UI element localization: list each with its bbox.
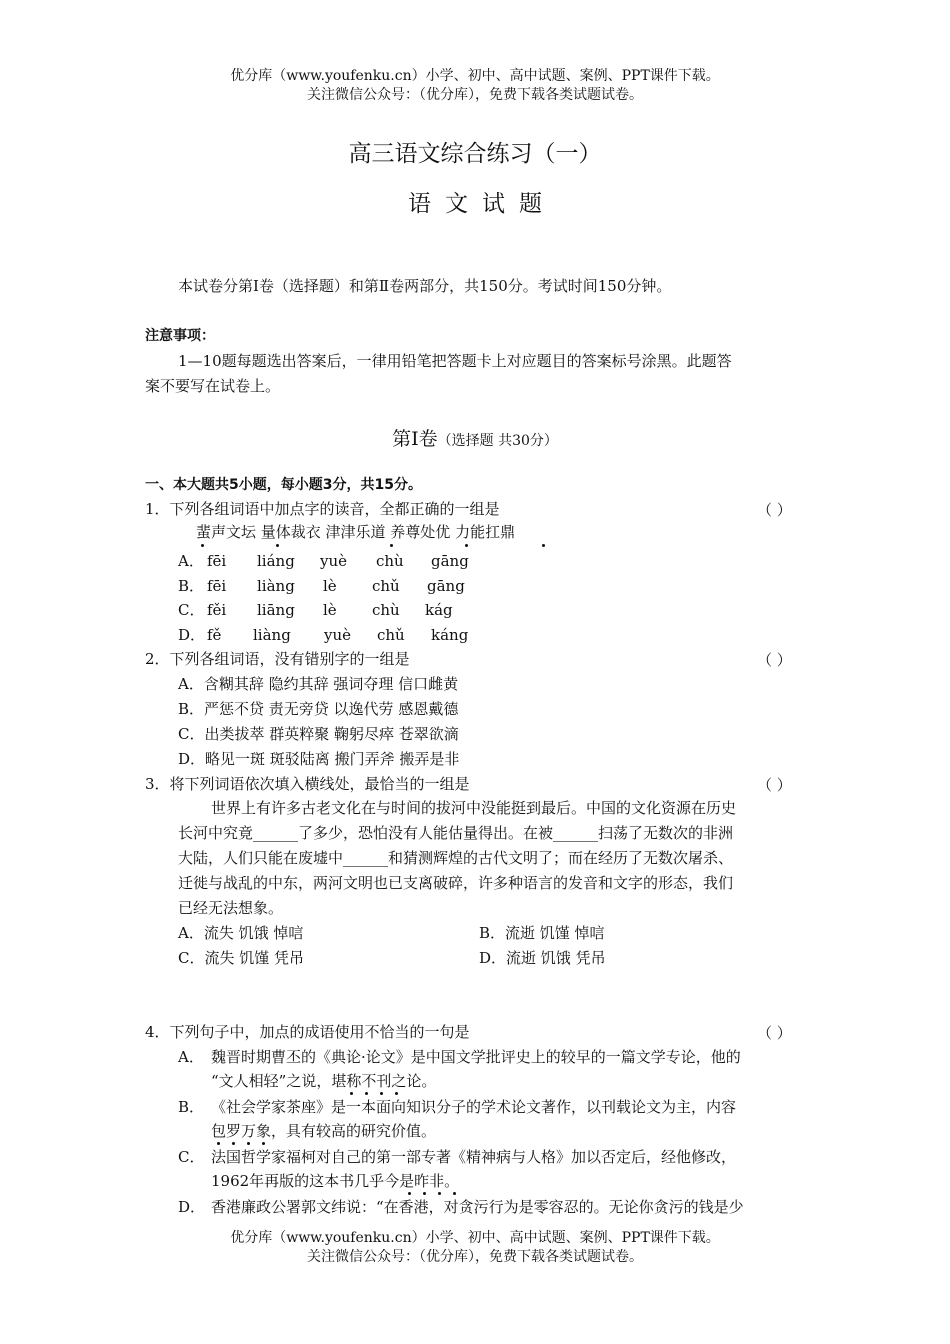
q3-passage-line-5: 已经无法想象。 <box>178 899 284 917</box>
q3-passage-line-2: 长河中究竟______了多少，恐怕没有人能估量得出。在被______扫荡了无数次的非洲 <box>178 824 734 842</box>
pinyin: gāng <box>427 577 465 595</box>
pinyin: lè <box>323 577 337 595</box>
q2-option-d: D．略见一斑 斑驳陆离 搬门弄斧 搬弄是非 <box>178 750 460 768</box>
volume-title <box>0 424 950 451</box>
footer-line-1: 优分库（www.youfenku.cn）小学、初中、高中试题、案例、PPT课件下载。 <box>230 1230 720 1246</box>
pinyin: fēi <box>207 577 227 595</box>
option-label: A． <box>178 552 204 570</box>
pinyin: yuè <box>320 552 348 570</box>
pinyin: kág <box>425 601 453 619</box>
emphasis-dot <box>350 1092 353 1095</box>
page-subtitle: 语文试题 <box>408 191 556 217</box>
q4-option-a-line-2: “文人相轻”之说，堪称不刊之论。 <box>211 1072 437 1090</box>
q4-option-a-line-1: 魏晋时期曹丕的《典论·论文》是中国文学批评史上的较早的一篇文学专论，他的 <box>211 1048 741 1066</box>
volume-title-sub: （选择题 共30分） <box>437 433 558 449</box>
emphasis-dot <box>232 1142 235 1145</box>
q4-answer-bracket: （ ） <box>757 1024 792 1042</box>
q4-option-b-label: B． <box>178 1098 205 1116</box>
q1-answer-bracket: （ ） <box>757 501 792 519</box>
pinyin: fēi <box>207 552 227 570</box>
emphasis-dot <box>423 1192 426 1195</box>
emphasis-dot <box>365 1092 368 1095</box>
q1-option-b <box>178 576 465 596</box>
q4-option-d-label: D． <box>178 1198 206 1216</box>
page-title: 高三语文综合练习（一） <box>348 141 602 167</box>
pinyin: chù <box>372 601 400 619</box>
q3-option-c: C．流失 饥馑 凭吊 <box>178 949 305 967</box>
emphasis-dot <box>201 544 204 547</box>
pinyin: gāng <box>431 552 469 570</box>
notes-line-1: 1—10题每题选出答案后，一律用铅笔把答题卡上对应题目的答案标号涂黑。此题答 <box>178 352 732 370</box>
emphasis-dot <box>217 1142 220 1145</box>
option-label: B． <box>178 577 205 595</box>
pinyin: fěi <box>207 601 227 619</box>
q3-passage-line-3: 大陆，人们只能在废墟中______和猜测辉煌的古代文明了；而在经历了无数次屠杀、 <box>178 849 734 867</box>
option-label: D． <box>178 626 206 644</box>
q3-option-a: A．流失 饥饿 悼唁 <box>178 924 304 942</box>
q2-option-a: A．含糊其辞 隐约其辞 强词夺理 信口雌黄 <box>178 675 459 693</box>
q4-option-a-label: A． <box>178 1048 204 1066</box>
q2-answer-bracket: （ ） <box>757 651 792 669</box>
q1-option-a <box>178 551 469 571</box>
q1-option-c <box>178 600 453 620</box>
pinyin: liáng <box>257 552 295 570</box>
q3-option-b: B．流逝 饥馑 悼唁 <box>479 924 605 942</box>
pinyin: chǔ <box>372 577 400 595</box>
emphasis-dot <box>408 1192 411 1195</box>
emphasis-dot <box>395 1092 398 1095</box>
footer-line-2: 关注微信公众号：（优分库），免费下载各类试题试卷。 <box>307 1249 643 1265</box>
pinyin: káng <box>431 626 469 644</box>
q4-option-c-line-1: 法国哲学家福柯对自己的第一部专著《精神病与人格》加以否定后，经他修改， <box>211 1148 737 1166</box>
pinyin: lè <box>323 601 337 619</box>
emphasis-dot <box>453 1192 456 1195</box>
q3-answer-bracket: （ ） <box>757 776 792 794</box>
q3-stem: 3．将下列词语依次填入横线处，最恰当的一组是 <box>145 775 470 793</box>
emphasis-dot <box>438 1192 441 1195</box>
header-line-1: 优分库（www.youfenku.cn）小学、初中、高中试题、案例、PPT课件下载。 <box>230 68 720 84</box>
q4-option-b-line-2: 包罗万象，具有较高的研究价值。 <box>211 1122 437 1140</box>
emphasis-dot <box>276 544 279 547</box>
emphasis-dot <box>542 544 545 547</box>
pinyin: liāng <box>257 601 295 619</box>
q4-option-c-line-2: 1962年再版的这本书几乎今是昨非。 <box>211 1172 460 1190</box>
q4-option-b-line-1: 《社会学家茶座》是一本面向知识分子的学术论文著作，以刊载论文为主，内容 <box>211 1098 737 1116</box>
notes-heading: 注意事项： <box>145 328 215 344</box>
q2-option-c: C．出类拔萃 群英粹聚 鞠躬尽瘁 苍翠欲滴 <box>178 725 459 743</box>
q2-option-b: B．严惩不贷 责无旁贷 以逸代劳 感恩戴德 <box>178 700 459 718</box>
volume-title-main: 第Ⅰ卷 <box>392 428 438 450</box>
emphasis-dot <box>247 1142 250 1145</box>
header-line-2: 关注微信公众号：（优分库），免费下载各类试题试卷。 <box>307 87 643 103</box>
emphasis-dot <box>380 1092 383 1095</box>
pinyin: liàng <box>257 577 295 595</box>
q1-words: 蜚声文坛 量体裁衣 津津乐道 养尊处优 力能扛鼎 <box>196 523 516 541</box>
emphasis-dot <box>262 1142 265 1145</box>
intro-text: 本试卷分第Ⅰ卷（选择题）和第Ⅱ卷两部分，共150分。考试时间150分钟。 <box>178 277 672 295</box>
pinyin: chù <box>376 552 404 570</box>
pinyin: yuè <box>324 626 352 644</box>
pinyin: liàng <box>253 626 291 644</box>
q4-option-d-line-1: 香港廉政公署郭文纬说：“在香港，对贪污行为是零容忍的。无论你贪污的钱是少 <box>211 1198 744 1216</box>
q3-passage-line-4: 迁徙与战乱的中东，两河文明也已支离破碎，许多种语言的发音和文字的形态，我们 <box>178 874 734 892</box>
pinyin: chǔ <box>377 626 405 644</box>
q3-option-d: D．流逝 饥饿 凭吊 <box>479 949 606 967</box>
q3-passage-line-1: 世界上有许多古老文化在与时间的拔河中没能挺到最后。中国的文化资源在历史 <box>211 799 737 817</box>
q1-option-d <box>178 625 468 645</box>
q4-option-c-label: C． <box>178 1148 205 1166</box>
q4-stem: 4．下列句子中，加点的成语使用不恰当的一句是 <box>145 1023 470 1041</box>
emphasis-dot <box>390 544 393 547</box>
option-label: C． <box>178 601 205 619</box>
section-1-heading: 一、本大题共5小题，每小题3分，共15分。 <box>145 477 422 493</box>
q2-stem: 2．下列各组词语，没有错别字的一组是 <box>145 650 410 668</box>
emphasis-dot <box>465 544 468 547</box>
q1-stem: 1．下列各组词语中加点字的读音，全都正确的一组是 <box>145 500 500 518</box>
pinyin: fě <box>207 626 222 644</box>
notes-line-2: 案不要写在试卷上。 <box>145 377 281 395</box>
